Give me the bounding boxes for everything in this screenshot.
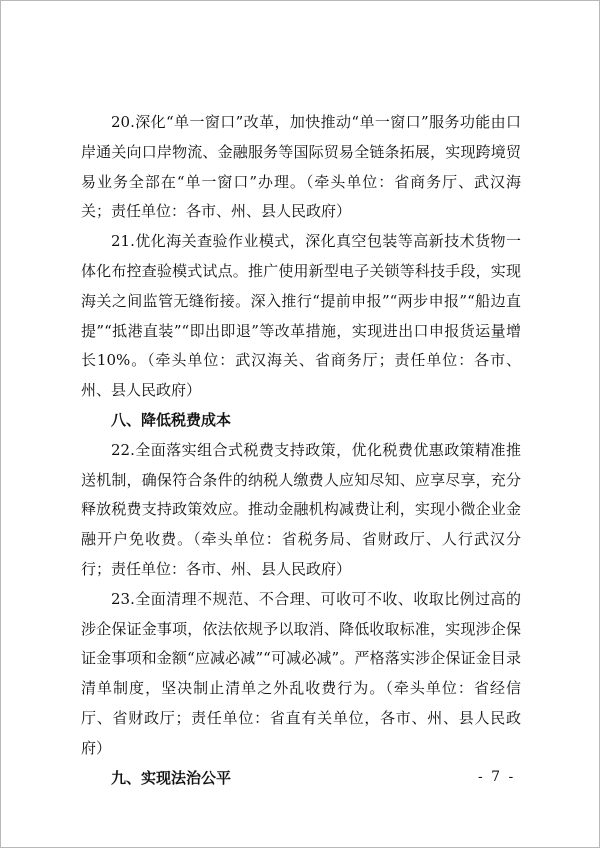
document-body [81,108,521,793]
paragraph-item-21: 21.优化海关查验作业模式，深化真空包装等高新技术货物一体化布控查验模式试点。推广使用新型电子关锁等科技手段，实现海关之间监管无缝衔接。深入推行“提前申报”“两步申报”“船边直提”“抵港直装”“即出即退”等改革措施，实现进出口申报货运量增长10%。（牵头单位：武汉海关、省商务厅；责任单位：各市、州、县人民政府） [81,232,521,400]
section-heading-9: 九、实现法治公平 [111,768,232,787]
section-heading-8: 八、降低税费成本 [111,410,232,429]
paragraph-item-22: 22.全面落实组合式税费支持政策，优化税费优惠政策精准推送机制，确保符合条件的纳税人缴费人应知尽知、应享尽享，充分释放税费支持政策效应。推动金融机构减费让利，实现小微企业金融开户免收费。（牵头单位：省税务局、省财政厅、人行武汉分行；责任单位：各市、州、县人民政府） [81,440,521,578]
page-number: - 7 - [478,769,516,785]
paragraph-item-20: 20.深化“单一窗口”改革，加快推动“单一窗口”服务功能由口岸通关向口岸物流、金融服务等国际贸易全链条拓展，实现跨境贸易业务全部在“单一窗口”办理。（牵头单位：省商务厅、武汉海关；责任单位：各市、州、县人民政府） [81,113,521,221]
paragraph-item-23: 23.全面清理不规范、不合理、可收可不收、收取比例过高的涉企保证金事项，依法依规予以取消、降低收取标准，实现涉企保证金事项和金额“应减必减”“可减必减”。严格落实涉企保证金目录清单制度，坚决制止清单之外乱收费行为。（牵头单位：省经信厅、省财政厅；责任单位：省直有关单位，各市、州、县人民政府） [81,589,521,757]
